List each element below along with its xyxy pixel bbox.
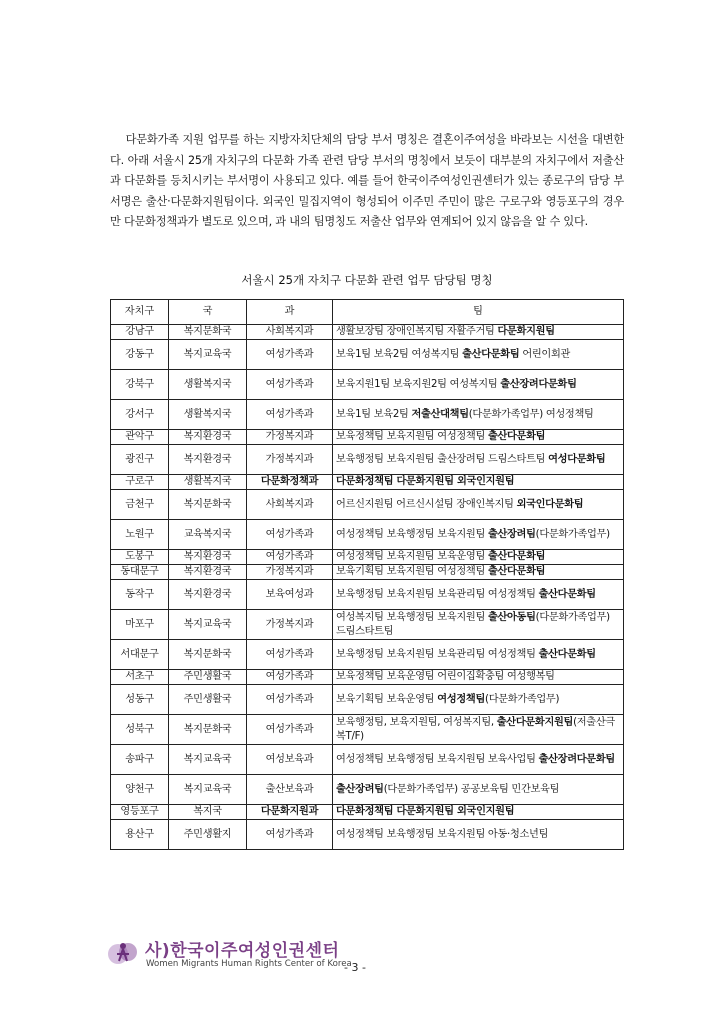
cell-team	[333, 340, 624, 370]
cell-guk: 복지환경국	[169, 430, 247, 445]
team-name-text: (다문화가족업무)	[535, 528, 610, 540]
cell-gu: 용산구	[111, 820, 169, 850]
team-name-highlight: 출산다문화지원팀	[496, 717, 574, 728]
cell-guk: 복지문화국	[169, 640, 247, 670]
cell-team	[333, 445, 624, 475]
cell-guk: 복지교육국	[169, 610, 247, 640]
table-caption: 서울시 25개 자치구 다문화 관련 업무 담당팀 명칭	[241, 273, 493, 287]
cell-team	[333, 775, 624, 805]
cell-gwa: 가정복지과	[247, 565, 333, 580]
table-row	[111, 805, 624, 820]
cell-team	[333, 580, 624, 610]
cell-gu: 동작구	[111, 580, 169, 610]
team-name-text: 보육행정팀 보육지원팀 보육관리팀 여성정책팀	[336, 648, 539, 660]
table-header-row	[111, 300, 624, 325]
team-name-highlight: 출산장려팀	[336, 783, 384, 795]
cell-gwa: 여성가족과	[247, 670, 333, 685]
cell-guk: 복지환경국	[169, 550, 247, 565]
cell-team	[333, 325, 624, 340]
cell-guk: 교육복지국	[169, 520, 247, 550]
cell-gu: 관악구	[111, 430, 169, 445]
table-row	[111, 715, 624, 745]
cell-team	[333, 745, 624, 775]
cell-guk: 생활복지국	[169, 370, 247, 400]
cell-guk: 복지국	[169, 805, 247, 820]
header-guk: 국	[169, 300, 247, 325]
cell-gu: 강남구	[111, 325, 169, 340]
cell-guk: 주민생활국	[169, 685, 247, 715]
cell-team	[333, 400, 624, 430]
cell-guk: 생활복지국	[169, 475, 247, 490]
cell-team	[333, 640, 624, 670]
cell-gwa: 가정복지과	[247, 610, 333, 640]
team-name-text: 보육정책팀 보육지원팀 여성정책팀	[336, 431, 488, 443]
team-name-text: 여성정책팀 보육행정팀 보육지원팀 아동·청소년팀	[336, 828, 549, 840]
cell-gwa: 여성가족과	[247, 550, 333, 565]
team-name-text: (다문화가족업무)	[485, 693, 560, 705]
cell-guk: 복지환경국	[169, 580, 247, 610]
table-row	[111, 685, 624, 715]
cell-gwa: 사회복지과	[247, 490, 333, 520]
table-row	[111, 610, 624, 640]
cell-gu: 성북구	[111, 715, 169, 745]
cell-gwa: 여성가족과	[247, 340, 333, 370]
table-row	[111, 565, 624, 580]
organization-name-korean: 사)한국이주여성인권센터	[145, 941, 340, 961]
team-name-highlight: 출산장려다문화팀	[500, 378, 577, 390]
organization-logo-icon	[104, 937, 144, 971]
intro-text: 다문화가족 지원 업무를 하는 지방자치단체의 담당 부서 명칭은 결혼이주여성을 바라보는 시선을 대변한다. 아래 서울시 25개 자치구의 다문화 가족 관련 담당 부서의 명칭에서 보듯이 대부분의 자치구에서 저출산과 다문화를 등치시키는 부서명이 사용되고 있다. 예를 들어 한국이주여성인권센터가 있는 종로구의 담당 부서명은 출산·다문화지원팀이다. 외국인 밀집지역이 형성되어 이주민 주민이 많은 구로구와 영등포구의 경우만 다문화정책과가 별도로 있으며, 과 내의 팀명칭도 저출산 업무와 연계되어 있지 않음을 알 수 있다.	[110, 133, 624, 229]
team-name-highlight: 다문화정책팀 다문화지원팀 외국인지원팀	[336, 806, 515, 818]
cell-gu: 강북구	[111, 370, 169, 400]
cell-gu: 양천구	[111, 775, 169, 805]
cell-guk: 복지환경국	[169, 565, 247, 580]
cell-team	[333, 475, 624, 490]
team-name-highlight: 출산장려팀	[487, 528, 536, 540]
team-name-highlight: 출산다문화팀	[538, 588, 596, 600]
cell-team	[333, 370, 624, 400]
team-name-highlight: 출산다문화팀	[538, 648, 596, 660]
team-name-text: (저출산극복T/F)	[336, 717, 615, 742]
team-name-text: 보육1팀 보육2팀	[336, 408, 412, 420]
team-name-highlight: 출산다문화팀	[487, 566, 546, 578]
cell-gwa: 사회복지과	[247, 325, 333, 340]
cell-team	[333, 805, 624, 820]
team-name-text: 어린이회관	[519, 348, 571, 360]
cell-gwa: 여성가족과	[247, 820, 333, 850]
cell-team	[333, 520, 624, 550]
cell-gwa: 여성가족과	[247, 400, 333, 430]
cell-team	[333, 670, 624, 685]
table-body	[111, 325, 624, 850]
cell-team	[333, 820, 624, 850]
cell-gu: 영등포구	[111, 805, 169, 820]
team-name-text: (다문화가족업무) 드림스타트팀	[336, 612, 610, 637]
table-row	[111, 445, 624, 475]
table-row	[111, 775, 624, 805]
cell-team	[333, 550, 624, 565]
team-name-text: (다문화가족업무) 여성정책팀	[468, 408, 594, 420]
cell-gwa: 다문화정책과	[247, 475, 333, 490]
cell-team	[333, 490, 624, 520]
cell-team	[333, 430, 624, 445]
intro-paragraph	[110, 130, 624, 233]
cell-guk: 주민생활지	[169, 820, 247, 850]
page-number: - 3 -	[344, 961, 366, 974]
team-name-text: 보육정책팀 보육운영팀 어린이집확충팀 여성행복팀	[336, 671, 555, 683]
team-name-highlight: 출산아동팀	[487, 612, 536, 623]
team-name-highlight: 저출산대책팀	[411, 408, 469, 420]
cell-gwa: 여성가족과	[247, 640, 333, 670]
cell-gu: 마포구	[111, 610, 169, 640]
table-row	[111, 520, 624, 550]
team-name-text: 어르신지원팀 어르신시설팀 장애인복지팀	[336, 498, 517, 510]
header-gu: 자치구	[111, 300, 169, 325]
cell-gu: 노원구	[111, 520, 169, 550]
table-row	[111, 640, 624, 670]
cell-guk: 주민생활국	[169, 670, 247, 685]
cell-team	[333, 610, 624, 640]
cell-guk: 복지문화국	[169, 715, 247, 745]
team-name-highlight: 출산장려다문화팀	[538, 753, 615, 765]
cell-gu: 서대문구	[111, 640, 169, 670]
table-row	[111, 820, 624, 850]
cell-gwa: 다문화지원과	[247, 805, 333, 820]
cell-gu: 강동구	[111, 340, 169, 370]
team-name-text: 여성정책팀 보육행정팀 보육지원팀	[336, 528, 488, 540]
cell-gwa: 가정복지과	[247, 445, 333, 475]
cell-gu: 구로구	[111, 475, 169, 490]
cell-guk: 복지교육국	[169, 775, 247, 805]
department-table	[110, 299, 624, 850]
cell-team	[333, 685, 624, 715]
team-name-highlight: 다문화정책팀 다문화지원팀 외국인지원팀	[336, 476, 515, 488]
cell-gu: 서초구	[111, 670, 169, 685]
table-row	[111, 550, 624, 565]
team-name-highlight: 출산다문화팀	[487, 551, 546, 563]
cell-gwa: 여성보육과	[247, 745, 333, 775]
team-name-text: 보육기획팀 보육운영팀	[336, 693, 438, 705]
table-row	[111, 400, 624, 430]
cell-gu: 성동구	[111, 685, 169, 715]
cell-guk: 복지문화국	[169, 325, 247, 340]
cell-gwa: 가정복지과	[247, 430, 333, 445]
team-name-text: 보육행정팀 보육지원팀 보육관리팀 여성정책팀	[336, 588, 539, 600]
team-name-highlight: 다문화지원팀	[497, 326, 555, 338]
header-gwa: 과	[247, 300, 333, 325]
cell-gu: 동대문구	[111, 565, 169, 580]
team-name-text: 생활보장팀 장애인복지팀 자활주거팀	[336, 326, 498, 338]
team-name-highlight: 출산다문화팀	[462, 348, 520, 360]
organization-name-english: Women Migrants Human Rights Center of Korea	[146, 959, 352, 969]
team-name-text: 보육1팀 보육2팀 여성복지팀	[336, 348, 463, 360]
cell-gwa: 여성가족과	[247, 370, 333, 400]
team-name-text: 보육행정팀, 보육지원팀, 여성복지팀,	[336, 717, 497, 728]
team-name-text: 보육지원1팀 보육지원2팀 여성복지팀	[336, 378, 501, 390]
table-row	[111, 370, 624, 400]
team-name-text: 여성정책팀 보육행정팀 보육지원팀 보육사업팀	[336, 753, 539, 765]
table-row	[111, 490, 624, 520]
cell-team	[333, 565, 624, 580]
cell-gwa: 출산보육과	[247, 775, 333, 805]
table-row	[111, 580, 624, 610]
cell-gu: 강서구	[111, 400, 169, 430]
cell-guk: 복지문화국	[169, 490, 247, 520]
team-name-text: (다문화가족업무) 공공보육팀 민간보육팀	[383, 783, 560, 795]
cell-gwa: 여성가족과	[247, 715, 333, 745]
cell-guk: 복지교육국	[169, 340, 247, 370]
cell-guk: 생활복지국	[169, 400, 247, 430]
cell-gwa: 보육여성과	[247, 580, 333, 610]
team-name-highlight: 여성정책팀	[437, 693, 486, 705]
cell-guk: 복지환경국	[169, 445, 247, 475]
team-name-highlight: 외국인다문화팀	[516, 498, 584, 510]
table-row	[111, 340, 624, 370]
cell-gu: 금천구	[111, 490, 169, 520]
table-row	[111, 670, 624, 685]
table-row	[111, 430, 624, 445]
cell-gu: 도봉구	[111, 550, 169, 565]
team-name-text: 여성복지팀 보육행정팀 보육지원팀	[336, 612, 488, 623]
team-name-highlight: 여성다문화팀	[548, 453, 606, 465]
team-name-text: 보육기획팀 보육지원팀 여성정책팀	[336, 566, 488, 578]
table-row	[111, 745, 624, 775]
cell-gwa: 여성가족과	[247, 520, 333, 550]
team-name-highlight: 출산다문화팀	[487, 431, 546, 443]
cell-guk: 복지교육국	[169, 745, 247, 775]
team-name-text: 여성정책팀 보육지원팀 보육운영팀	[336, 551, 488, 563]
cell-gwa: 여성가족과	[247, 685, 333, 715]
team-name-text: 보육행정팀 보육지원팀 출산장려팀 드림스타트팀	[336, 453, 549, 465]
cell-gu: 광진구	[111, 445, 169, 475]
table-row	[111, 325, 624, 340]
table-row	[111, 475, 624, 490]
cell-gu: 송파구	[111, 745, 169, 775]
cell-team	[333, 715, 624, 745]
header-team: 팀	[333, 300, 624, 325]
